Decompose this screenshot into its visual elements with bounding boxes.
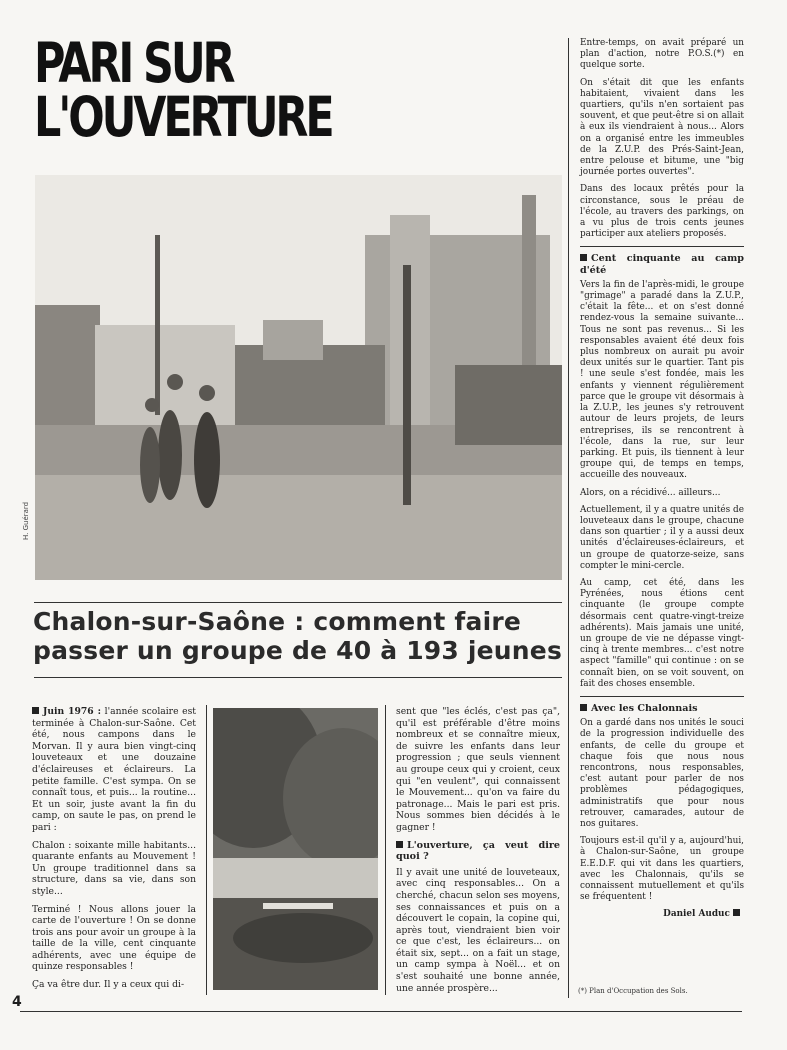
- paragraph: Alors, on a récidivé... ailleurs...: [580, 487, 721, 498]
- section-heading: Avec les Chalonnais: [580, 703, 744, 714]
- bullet-square-icon: [396, 841, 403, 848]
- bullet-square-icon: [32, 707, 39, 714]
- column-divider-right: [568, 38, 569, 998]
- lead-date: Juin 1976 :: [43, 706, 101, 717]
- paragraph: Terminé ! Nous allons jouer la carte de l'ouverture ! On se donne trois ans pour avoir un groupe à la taille de la ville, cent cinquante adhérents, avec une équipe de quinze responsables !: [32, 903, 196, 973]
- paragraph: Au camp, cet été, dans les Pyrénées, nous étions cent cinquante (le groupe compte désormais cent quatre-vingt-treize adhérents). Mais jamais une unité, un groupe de vie ne dépasse vingt-cinq à trente membres... c'est notre aspect "famille" qui continue : on se connaît bien, on se voit souvent, on fait des choses ensemble.: [580, 577, 744, 689]
- paragraph: Dans des locaux prêtés pour la circonstance, sous le préau de l'école, au travers des parkings, on a vu plus de trois cents jeunes participer aux ateliers proposés.: [580, 184, 744, 240]
- article-column-2: [396, 706, 560, 1000]
- page-number: 4: [12, 994, 22, 1010]
- footer-rule: [20, 1011, 742, 1012]
- main-photo-illustration: [35, 175, 562, 580]
- lead-text: l'année scolaire est terminée à Chalon-sur-Saône. Cet été, nous campons dans le Morvan. Il y aura bien vingt-cinq louveteaux et une douzaine d'éclaireuses et éclaireurs. La petite famille. C'est sympa. On se connaît tous, et puis... la routine... Et un soir, juste avant la fin du camp, on saute le pas, on prend le pari :: [32, 706, 196, 833]
- paragraph: Vers la fin de l'après-midi, le groupe "grimage" a paradé dans la Z.U.P., c'était la fête... et on s'est donné rendez-vous la semaine suivante... Tous ne sont pas revenus... Si les responsables avaient été deux fois plus nombreux on aurait pu avoir deux unités sur le quartier. Tant pis ! une seule s'est fondée, mais les enfants y viennent régulièrement parce que le groupe vit désormais à la Z.U.P., les jeunes s'y retrouvent autour de leurs projets, de leurs entreprises, ils se rencontrent à l'école, dans la rue, sur leur parking. Et puis, ils tiennent à leur groupe qui, de temps en temps, accueille des nouveaux.: [580, 279, 744, 481]
- paragraph: Chalon : soixante mille habitants... quarante enfants au Mouvement ! Un groupe traditionnel dans sa structure, dans sa vie, dans son style...: [32, 839, 196, 897]
- article-column-1: [32, 706, 196, 997]
- paragraph: Il y avait une unité de louveteaux, avec cinq responsables... On a cherché, chacun selon ses moyens, ses connaissances et puis on a découvert le copain, la copine qui, après tout, viendraient bien voir ce que c'est, les éclaireurs... on était six, sept... on a fait un stage, un camp sympa à Noël... et on s'est souhaité une bonne année, une année prospère...: [396, 866, 560, 994]
- paragraph: [32, 706, 196, 834]
- article-subtitle: Chalon-sur-Saône : comment faire passer un groupe de 40 à 193 jeunes: [33, 607, 563, 665]
- end-square-icon: [733, 909, 740, 916]
- paragraph: Actuellement, il y a quatre unités de louveteaux dans le groupe, chacune dans son quartier ; il y a aussi deux unités d'éclaireuses-éclaireurs, et un groupe de quatorze-seize, sans compter le mini-cercle.: [580, 504, 744, 571]
- article-column-3: [580, 38, 744, 921]
- bullet-square-icon: [580, 254, 587, 261]
- photo-credit: H. Guérard: [22, 501, 30, 540]
- paragraph: Toujours est-il qu'il y a, aujourd'hui, à Chalon-sur-Saône, un groupe E.E.D.F. qui vit dans les quartiers, avec les Chalonnais, qu'ils se connaissent mutuellement et qu'ils se fréquentent !: [580, 836, 744, 903]
- river-photo: [213, 708, 378, 990]
- section-heading: Cent cinquante au camp d'été: [580, 253, 744, 276]
- section-rule: [580, 696, 744, 697]
- footnote: (*) Plan d'Occupation des Sols.: [578, 987, 688, 995]
- paragraph: sent que "les éclés, c'est pas ça", qu'il est préférable d'être moins nombreux et se connaître mieux, de suivre les enfants dans leur progression ; que seuls viennent au groupe ceux qui y croient, ceux qui "en veulent", qui connaissent le Mouvement... qu'on va faire du patronage... Mais le pari est pris. Nous sommes bien décidés à le gagner !: [396, 706, 560, 833]
- subtitle-bottom-rule: [34, 677, 562, 678]
- main-photo: [35, 175, 562, 580]
- page-title: PARI SUR L'OUVERTURE: [34, 31, 332, 149]
- column-divider-1: [206, 705, 207, 995]
- paragraph: On s'était dit que les enfants habitaient, vivaient dans les quartiers, qu'ils n'en sortaient pas souvent, et que peut-être si on allait à eux ils viendraient à nous... Alors on a organisé entre les immeubles de la Z.U.P. des Prés-Saint-Jean, entre pelouse et bitume, une "big journée portes ouvertes".: [580, 77, 744, 178]
- column-divider-2: [385, 705, 386, 995]
- section-rule: [580, 246, 744, 247]
- author-signature: Daniel Auduc: [580, 909, 744, 920]
- section-heading: L'ouverture, ça veut dire quoi ?: [396, 839, 560, 863]
- subtitle-top-rule: [34, 602, 562, 603]
- paragraph: Entre-temps, on avait préparé un plan d'action, notre P.O.S.(*) en quelque sorte.: [580, 38, 744, 71]
- paragraph: On a gardé dans nos unités le souci de la progression individuelle des enfants, de celle du groupe et chaque fois que nous nous rencontrons, nous responsables, c'est autant pour parler de nos problèmes pédagogiques, administratifs que pour nous retrouver, camarades, autour de nos guitares.: [580, 718, 744, 829]
- river-photo-illustration: [213, 708, 378, 990]
- paragraph: Ça va être dur. Il y a ceux qui di-: [32, 979, 185, 991]
- bullet-square-icon: [580, 704, 587, 711]
